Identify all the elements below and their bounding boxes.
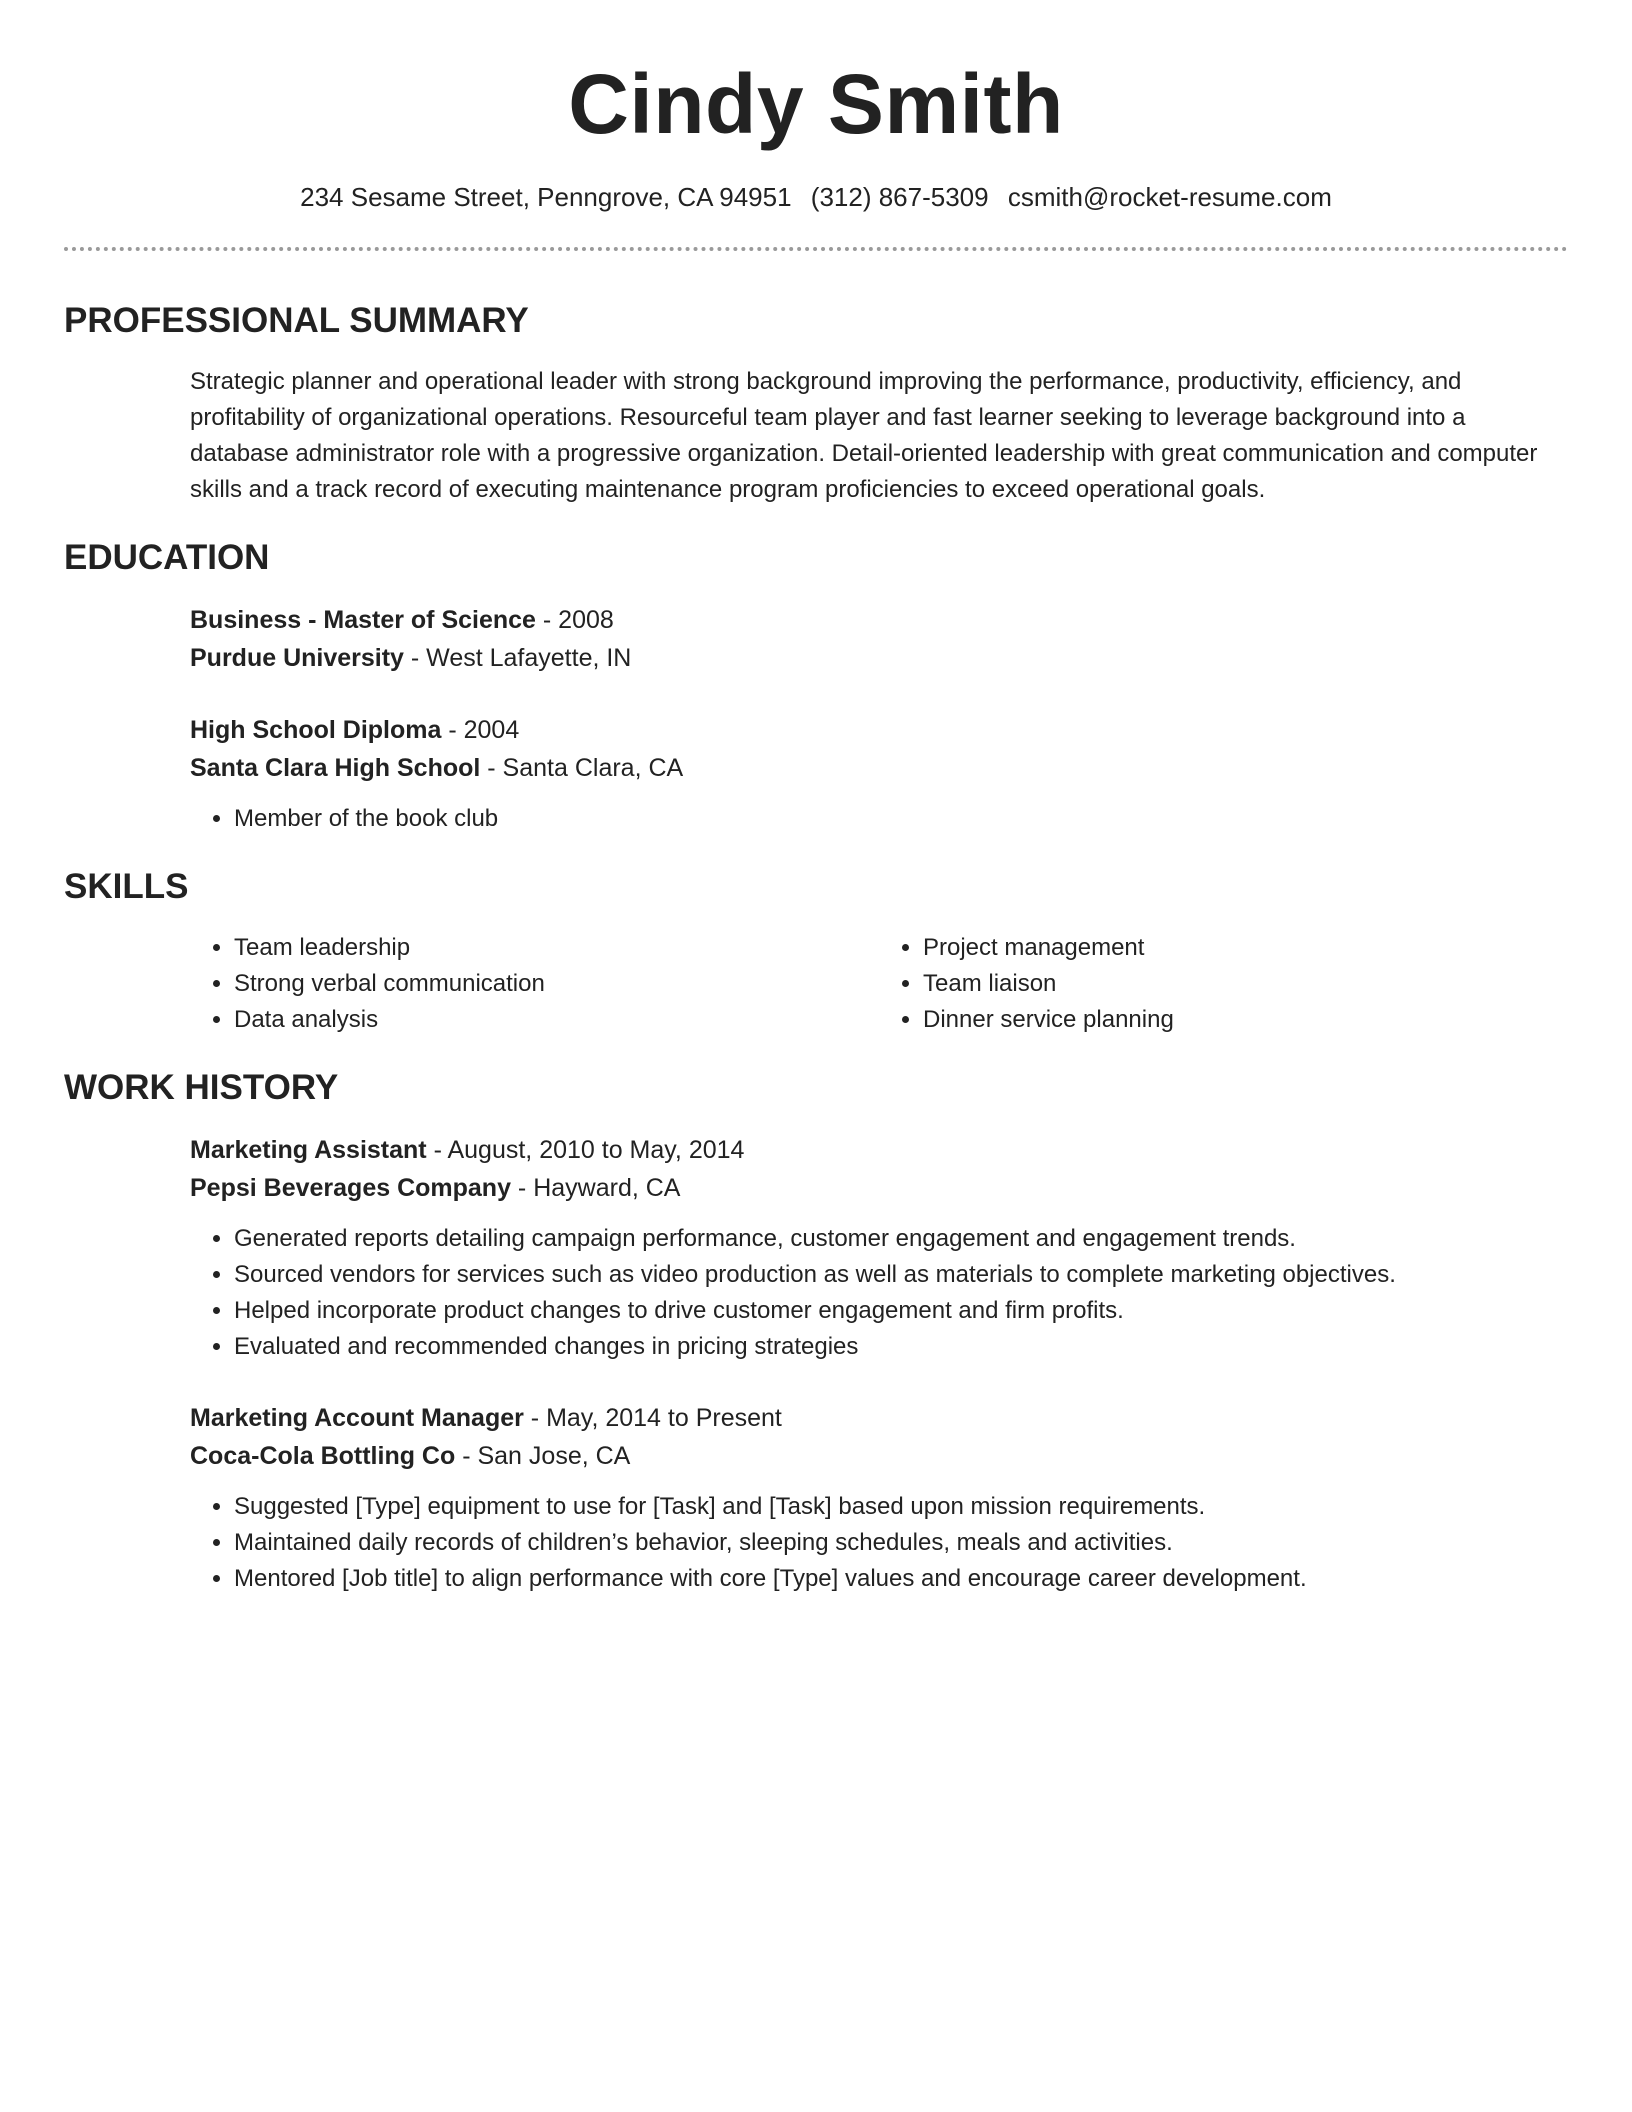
degree-name: High School Diploma bbox=[190, 716, 442, 745]
skill-item: • Team leadership bbox=[234, 930, 879, 966]
summary-paragraph: Strategic planner and operational leader with strong background improving the performance, productivity, efficiency, and profitability of organizational operations. Resourceful team player and fast learner seeking to leverage background into a database administrator role with a progressive organization. Detail-oriented leadership with great communication and computer skills and a track record of executing maintenance program proficiencies to exceed operational goals. bbox=[190, 368, 1538, 504]
school-name: Purdue University bbox=[190, 644, 404, 673]
email-text: csmith@rocket-resume.com bbox=[1007, 182, 1332, 212]
degree-line bbox=[190, 601, 1568, 639]
list-item: • Generated reports detailing campaign performance, customer engagement and engagement trends. bbox=[234, 1221, 1568, 1257]
summary-heading: PROFESSIONAL SUMMARY bbox=[64, 301, 529, 341]
skill-item: • Strong verbal communication bbox=[234, 966, 879, 1002]
school-location: - Santa Clara, CA bbox=[480, 754, 684, 783]
contact-line bbox=[64, 182, 1568, 213]
job-dates: - August, 2010 to May, 2014 bbox=[426, 1136, 745, 1165]
role-line bbox=[190, 1131, 1568, 1169]
company-location: - San Jose, CA bbox=[455, 1442, 631, 1471]
degree-year: - 2008 bbox=[535, 606, 614, 635]
company-line bbox=[190, 1437, 1568, 1475]
school-line bbox=[190, 749, 1568, 787]
header-divider bbox=[64, 247, 1568, 251]
skill-item: • Data analysis bbox=[234, 1002, 879, 1038]
company-name: Pepsi Beverages Company bbox=[190, 1174, 511, 1203]
list-item: • Member of the book club bbox=[234, 801, 1568, 837]
phone-text: (312) 867-5309 bbox=[810, 182, 989, 212]
list-item: • Maintained daily records of children’s behavior, sleeping schedules, meals and activities. bbox=[234, 1525, 1568, 1561]
school-name: Santa Clara High School bbox=[190, 754, 481, 783]
job-role: Marketing Assistant bbox=[190, 1136, 427, 1165]
candidate-name: Cindy Smith bbox=[568, 57, 1064, 151]
list-item: • Sourced vendors for services such as video production as well as materials to complete marketing objectives. bbox=[234, 1257, 1568, 1293]
skill-item: • Team liaison bbox=[923, 966, 1568, 1002]
degree-name: Business - Master of Science bbox=[190, 606, 536, 635]
education-bullet-list bbox=[190, 801, 1568, 837]
list-item: • Helped incorporate product changes to drive customer engagement and firm profits. bbox=[234, 1293, 1568, 1329]
work-history-heading: WORK HISTORY bbox=[64, 1068, 339, 1108]
list-item: • Mentored [Job title] to align performance with core [Type] values and encourage career development. bbox=[234, 1561, 1568, 1597]
degree-year: - 2004 bbox=[441, 716, 520, 745]
job-dates: - May, 2014 to Present bbox=[523, 1404, 782, 1433]
list-item: • Evaluated and recommended changes in pricing strategies bbox=[234, 1329, 1568, 1365]
job-bullet-list bbox=[190, 1489, 1568, 1597]
skills-heading: SKILLS bbox=[64, 867, 189, 907]
role-line bbox=[190, 1399, 1568, 1437]
company-name: Coca-Cola Bottling Co bbox=[190, 1442, 456, 1471]
company-line bbox=[190, 1169, 1568, 1207]
list-item: • Suggested [Type] equipment to use for [Task] and [Task] based upon mission requirements. bbox=[234, 1489, 1568, 1525]
job-bullet-list bbox=[190, 1221, 1568, 1365]
skill-item: • Project management bbox=[923, 930, 1568, 966]
address-text: 234 Sesame Street, Penngrove, CA 94951 bbox=[300, 182, 792, 212]
education-heading: EDUCATION bbox=[64, 538, 270, 578]
education-entry bbox=[190, 711, 1568, 837]
skills-grid bbox=[190, 930, 1568, 1038]
skills-column-left bbox=[190, 930, 879, 1038]
degree-line bbox=[190, 711, 1568, 749]
job-entry bbox=[190, 1131, 1568, 1365]
school-location: - West Lafayette, IN bbox=[403, 644, 632, 673]
job-role: Marketing Account Manager bbox=[190, 1404, 524, 1433]
school-line bbox=[190, 639, 1568, 677]
education-entry bbox=[190, 601, 1568, 677]
skills-column-right bbox=[879, 930, 1568, 1038]
job-entry bbox=[190, 1399, 1568, 1597]
company-location: - Hayward, CA bbox=[510, 1174, 681, 1203]
skill-item: • Dinner service planning bbox=[923, 1002, 1568, 1038]
